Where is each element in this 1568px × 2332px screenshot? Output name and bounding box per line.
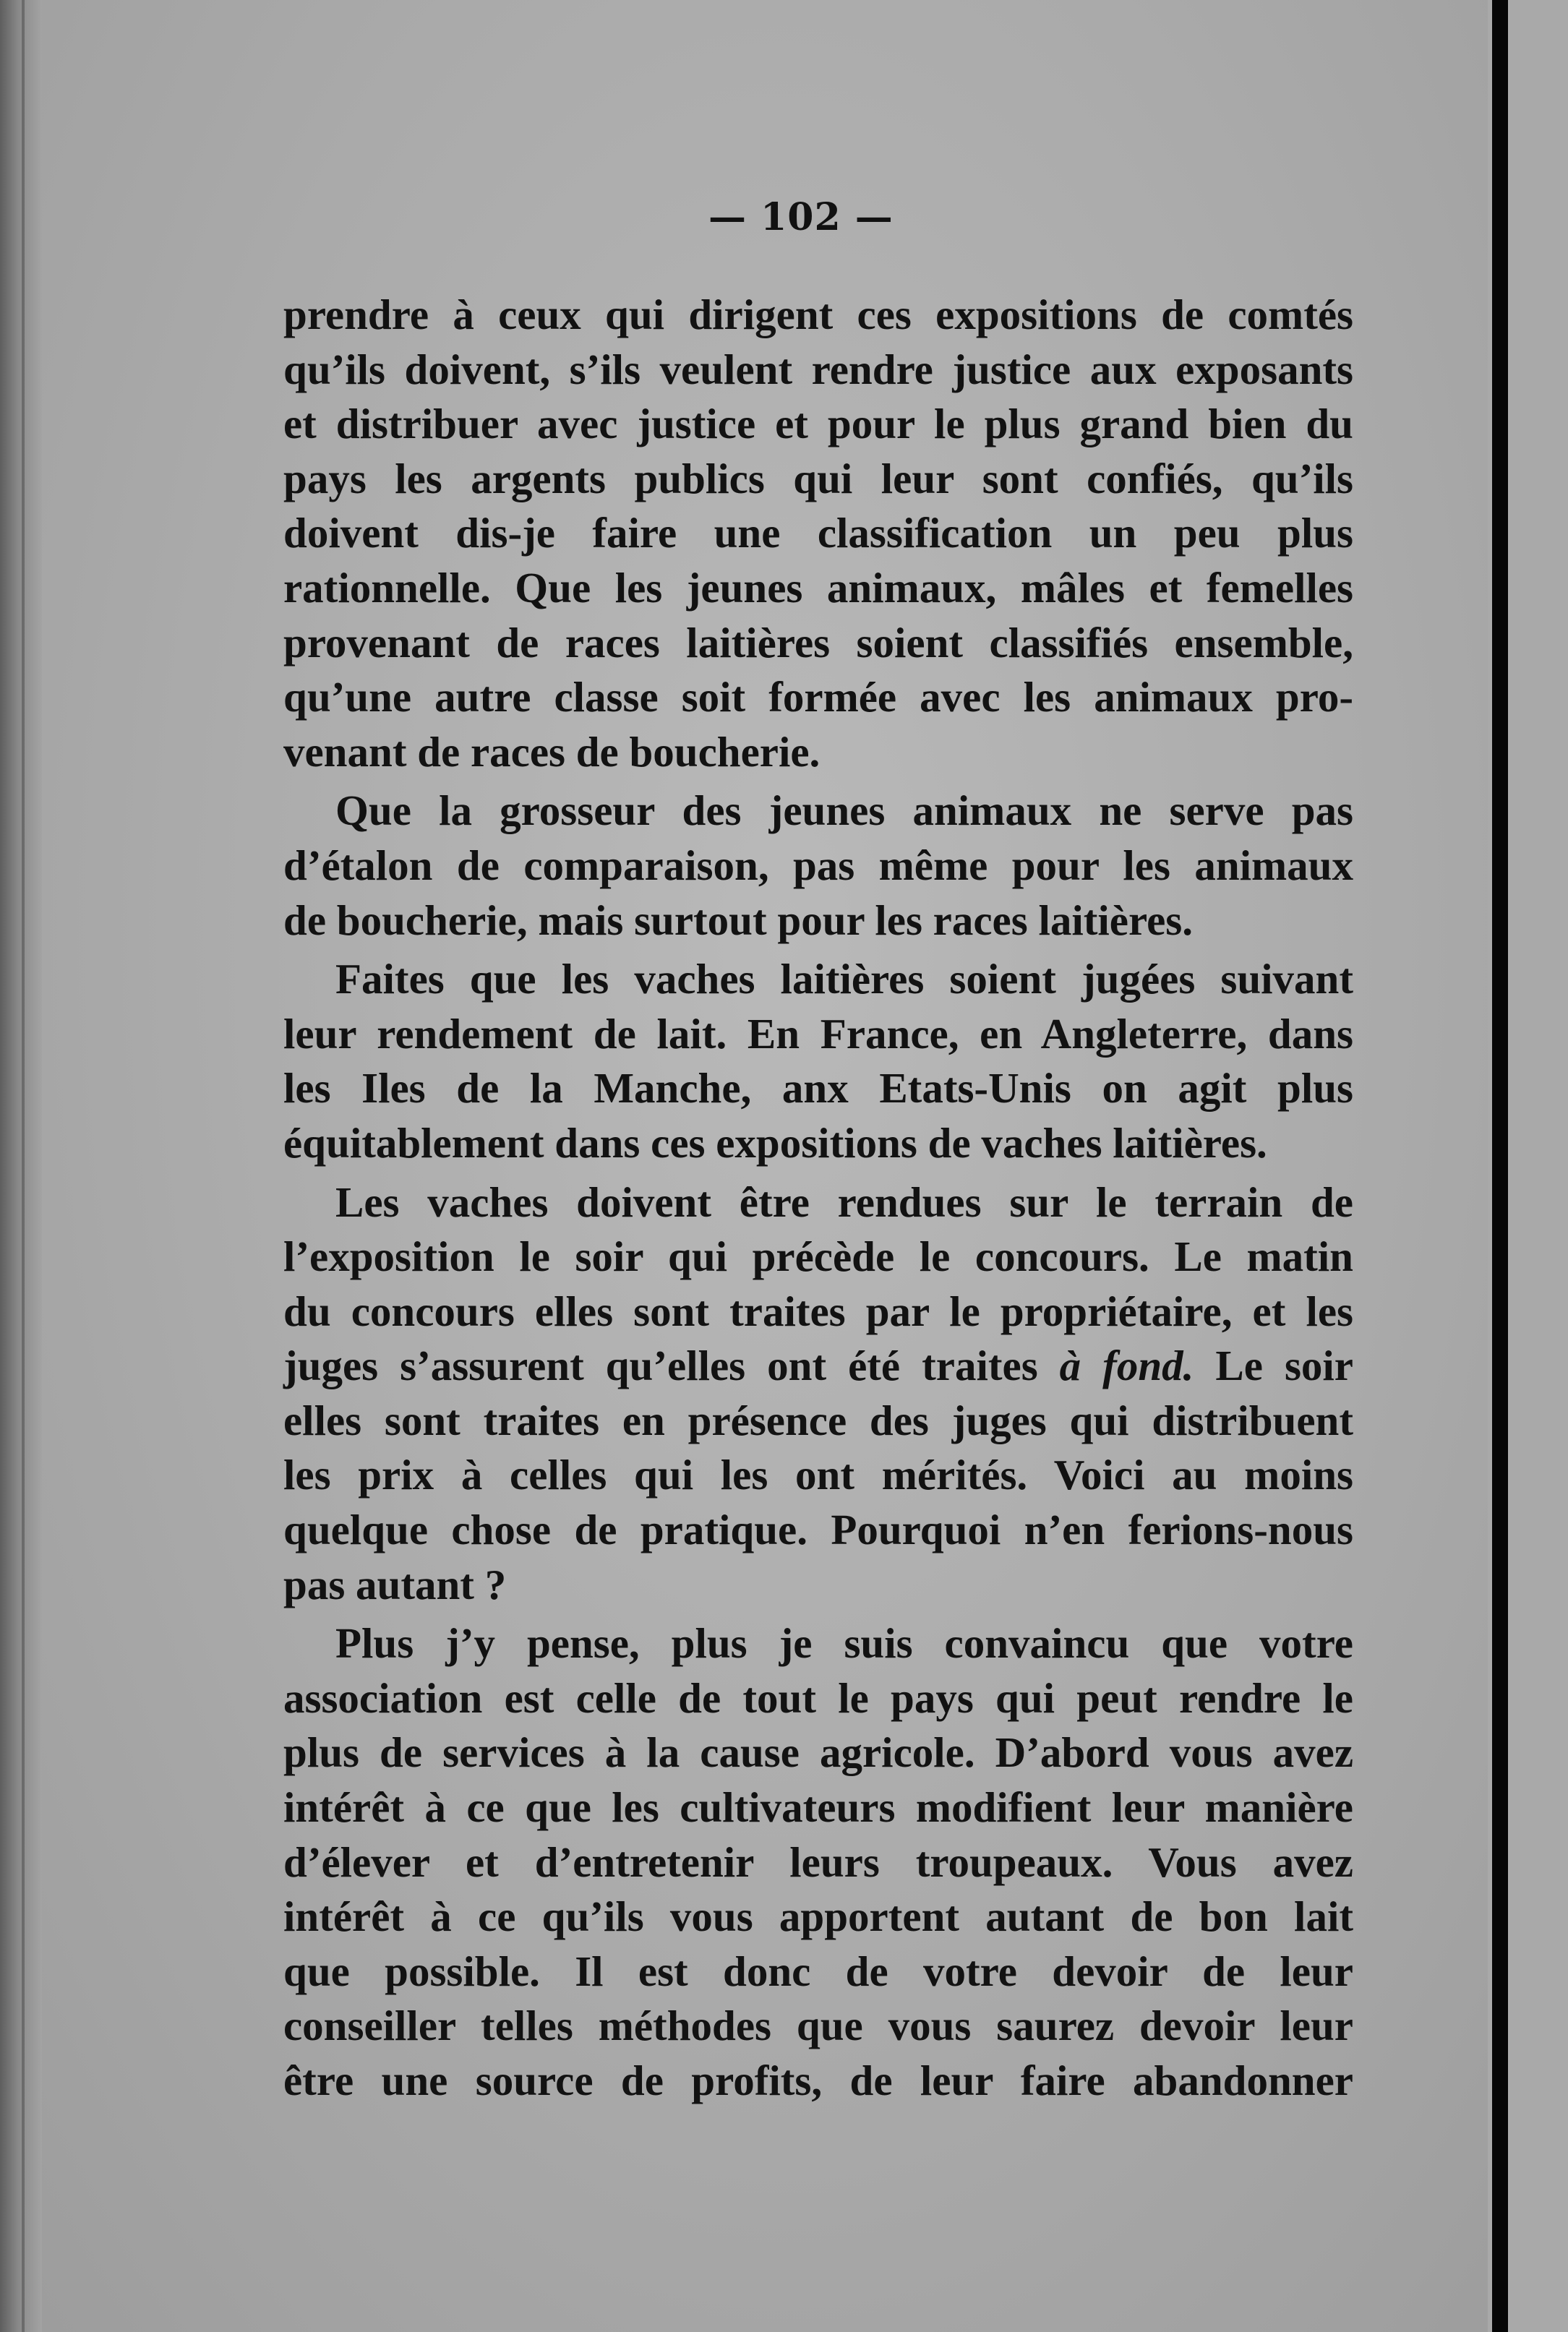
text-line: plus de services à la cause agricole. D’abord vous avez bbox=[283, 1728, 1353, 1777]
text-line: l’exposition le soir qui précède le concours. Le matin bbox=[283, 1233, 1353, 1281]
text-line: pays les argents publics qui leur sont confiés, qu’ils bbox=[283, 454, 1353, 502]
emphasis-text: à fond. bbox=[1059, 1342, 1194, 1390]
left-binding-line bbox=[22, 0, 25, 2332]
text-segment: juges s’assurent qu’elles ont été traites bbox=[283, 1342, 1038, 1390]
text-line: les Iles de la Manche, anx Etats-Unis on agit plus bbox=[283, 1064, 1353, 1113]
text-line: les prix à celles qui les ont mérités. Voici au moins bbox=[283, 1451, 1353, 1499]
text-line: venant de races de boucherie. bbox=[283, 727, 821, 776]
text-line: Que la grosseur des jeunes animaux ne serve pas bbox=[335, 786, 1353, 835]
text-line: provenant de races laitières soient classifiés ensemble, bbox=[283, 618, 1353, 666]
text-line: Faites que les vaches laitières soient jugées suivant bbox=[335, 955, 1353, 1003]
text-line: prendre à ceux qui dirigent ces expositions de comtés bbox=[283, 291, 1353, 338]
page-number: — 102 — bbox=[708, 195, 894, 239]
text-line: de boucherie, mais surtout pour les races laitières. bbox=[283, 896, 1193, 944]
text-line: doivent dis-je faire une classification un peu plus bbox=[283, 509, 1353, 557]
text-line: et distribuer avec justice et pour le plus grand bien du bbox=[283, 400, 1353, 448]
left-page-edge bbox=[0, 0, 42, 2332]
text-line: Les vaches doivent être rendues sur le terrain de bbox=[335, 1178, 1353, 1226]
text-line-with-emphasis bbox=[283, 1339, 1353, 1394]
text-line: du concours elles sont traites par le propriétaire, et les bbox=[283, 1287, 1353, 1335]
text-line: équitablement dans ces expositions de vaches laitières. bbox=[283, 1118, 1267, 1167]
text-line: intérêt à ce que les cultivateurs modifient leur manière bbox=[283, 1783, 1353, 1832]
right-scan-border bbox=[1492, 0, 1508, 2332]
text-line: qu’ils doivent, s’ils veulent rendre justice aux exposants bbox=[283, 345, 1353, 393]
text-line: elles sont traites en présence des juges qui distribuent bbox=[283, 1396, 1353, 1444]
text-segment: Le soir bbox=[1194, 1342, 1353, 1390]
body-text bbox=[283, 288, 1353, 2109]
text-line: intérêt à ce qu’ils vous apportent autant de bon lait bbox=[283, 1892, 1353, 1941]
text-line: Plus j’y pense, plus je suis convaincu que votre bbox=[335, 1619, 1353, 1668]
text-line: qu’une autre classe soit formée avec les animaux pro- bbox=[283, 673, 1353, 721]
text-line: quelque chose de pratique. Pourquoi n’en ferions-nous bbox=[283, 1506, 1353, 1554]
text-line: rationnelle. Que les jeunes animaux, mâles et femelles bbox=[283, 563, 1353, 612]
text-line: conseiller telles méthodes que vous saurez devoir leur bbox=[283, 2002, 1353, 2050]
text-line: association est celle de tout le pays qui peut rendre le bbox=[283, 1673, 1353, 1722]
text-line: d’élever et d’entretenir leurs troupeaux. Vous avez bbox=[283, 1838, 1353, 1886]
text-line: pas autant ? bbox=[283, 1560, 507, 1608]
text-line: leur rendement de lait. En France, en Angleterre, dans bbox=[283, 1009, 1353, 1058]
text-line: que possible. Il est donc de votre devoir de leur bbox=[283, 1947, 1353, 1995]
text-line: être une source de profits, de leur faire abandonner bbox=[283, 2057, 1353, 2104]
text-line: d’étalon de comparaison, pas même pour les animaux bbox=[283, 841, 1353, 889]
